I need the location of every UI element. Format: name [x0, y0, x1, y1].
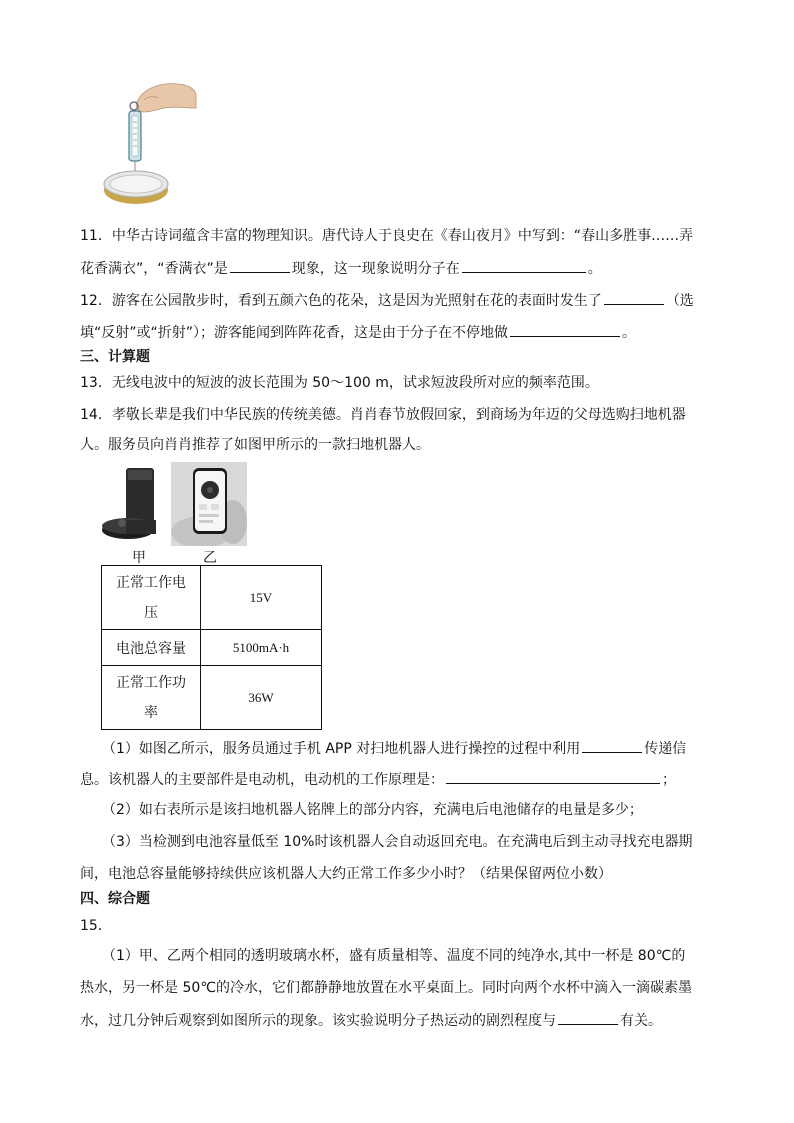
answer-blank[interactable]: [230, 258, 290, 273]
table-cell-label: [102, 566, 201, 630]
answer-blank[interactable]: [446, 769, 660, 784]
q14-part1-line2: [80, 769, 676, 790]
q14-part3-line2: 间，电池总容量能够持续供应该机器人大约正常工作多少小时？（结果保留两位小数）: [80, 866, 612, 882]
q14-line1: 14．孝敬长辈是我们中华民族的传统美德。肖肖春节放假回家，到商场为年迈的父母选购扫地机器: [80, 407, 686, 423]
q14-p1-text-c: 息。该机器人的主要部件是电动机，电动机的工作原理是：: [80, 772, 444, 788]
q12-text-a: 12．游客在公园散步时，看到五颜六色的花朵，这是因为光照射在花的表面时发生了: [80, 293, 602, 309]
q14-p1-text-a: （1）如图乙所示，服务员通过手机 APP 对扫地机器人进行操控的过程中利用: [102, 741, 581, 757]
table-row: [102, 566, 322, 630]
spring-scale-figure: [100, 78, 200, 210]
q11-line2: [80, 258, 602, 279]
q11-text-a: 花香满衣”，“香满衣”是: [80, 261, 228, 277]
spec-table: [101, 565, 322, 730]
table-cell-label: [102, 666, 201, 730]
answer-blank[interactable]: [462, 258, 586, 273]
answer-blank[interactable]: [604, 290, 664, 305]
answer-blank[interactable]: [558, 1010, 618, 1025]
q14-p1-text-b: 传递信: [644, 741, 687, 757]
robot-vacuum-figure: [100, 462, 170, 546]
table-row: [102, 630, 322, 666]
table-cell-value: 5100mA·h: [201, 630, 322, 666]
q14-part1-line1: [102, 738, 686, 759]
q15-line3: [80, 1010, 662, 1031]
cell-label-part: 率: [144, 704, 158, 721]
table-cell-label: [102, 630, 201, 666]
table-cell-value: 36W: [201, 666, 322, 730]
q15-line2: 热水，另一杯是 50℃的冷水，它们都静静地放置在水平桌面上。同时向两个水杯中滴入一滴碳素墨: [80, 980, 692, 996]
table-cell-value: 15V: [201, 566, 322, 630]
table-row: [102, 666, 322, 730]
cell-label-part: 电池总容量: [116, 640, 186, 657]
q11-line1: 11．中华古诗词蕴含丰富的物理知识。唐代诗人于良史在《春山夜月》中写到：“春山多胜事……弄: [80, 228, 694, 244]
answer-blank[interactable]: [510, 322, 620, 337]
q11-text-c: 。: [587, 261, 602, 277]
phone-app-figure: [171, 462, 247, 546]
q14-part3-line1: （3）当检测到电池容量低至 10%时该机器人会自动返回充电。在充满电后到主动寻找充电器期: [102, 834, 693, 850]
q14-line2: 人。服务员向肖肖推荐了如图甲所示的一款扫地机器人。: [80, 437, 430, 453]
cell-label-part: 正常工作功: [116, 674, 186, 691]
figure-caption-b: 乙: [203, 550, 217, 566]
figure-caption-a: 甲: [132, 550, 146, 566]
cell-label-part: 压: [144, 604, 158, 621]
section-heading: 三、计算题: [80, 349, 150, 365]
section-heading: 四、综合题: [80, 891, 150, 907]
q12-line2: [80, 322, 636, 343]
answer-blank[interactable]: [582, 738, 642, 753]
q12-text-d: 。: [622, 325, 637, 341]
q12-line1: [80, 290, 694, 311]
q15-line1: （1）甲、乙两个相同的透明玻璃水杯，盛有质量相等、温度不同的纯净水,其中一杯是 80℃的: [102, 948, 686, 964]
q12-text-b: （选: [665, 293, 694, 309]
cell-label-part: 正常工作电: [116, 574, 186, 591]
q12-text-c: 填“反射”或“折射”）；游客能闻到阵阵花香，这是由于分子在不停地做: [80, 325, 509, 341]
q11-text-b: 现象，这一现象说明分子在: [291, 261, 460, 277]
q15-text-b: 有关。: [620, 1013, 662, 1029]
q14-p1-text-d: ；: [662, 772, 676, 788]
q13-text: 13．无线电波中的短波的波长范围为 50～100 m，试求短波段所对应的频率范围。: [80, 375, 599, 391]
q15-text-a: 水，过几分钟后观察到如图所示的现象。该实验说明分子热运动的剧烈程度与: [80, 1013, 556, 1029]
q15-number: 15．: [80, 918, 112, 934]
q14-part2: （2）如右表所示是该扫地机器人铭牌上的部分内容，充满电后电池储存的电量是多少；: [102, 802, 643, 818]
